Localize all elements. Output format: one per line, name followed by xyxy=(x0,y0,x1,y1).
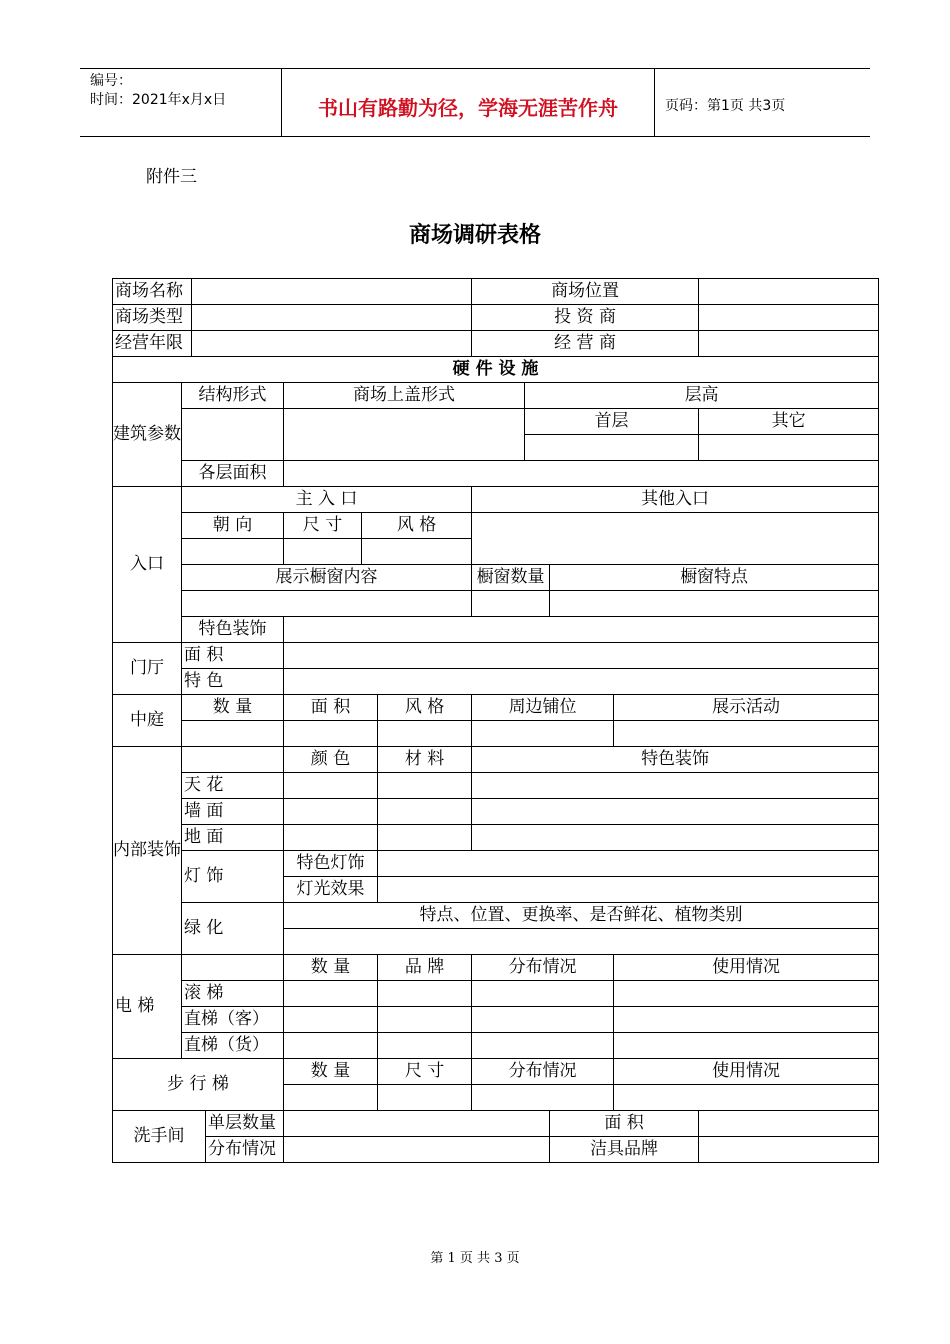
investor-field[interactable] xyxy=(699,305,879,331)
floor-decor-field[interactable] xyxy=(472,825,879,851)
stairs-quantity-field[interactable] xyxy=(284,1085,378,1111)
feature-lights-field[interactable] xyxy=(378,851,879,877)
date-line: 时间：2021年x月x日 xyxy=(90,92,227,108)
table-row xyxy=(113,955,879,981)
table-row xyxy=(113,461,879,487)
first-floor-height-field[interactable] xyxy=(525,435,699,461)
fixture-brand-field[interactable] xyxy=(699,1137,879,1163)
label-window-count: 橱窗数量 xyxy=(472,565,550,591)
table-row xyxy=(113,981,879,1007)
header-divider xyxy=(654,68,655,136)
passenger-brand-field[interactable] xyxy=(378,1007,472,1033)
table-row xyxy=(113,799,879,825)
label-feature-lights: 特色灯饰 xyxy=(284,851,378,877)
header-bottom-rule xyxy=(80,136,870,137)
number-label: 编号： xyxy=(90,73,132,89)
passenger-distribution-field[interactable] xyxy=(472,1007,614,1033)
label-atrium-style: 风 格 xyxy=(378,695,472,721)
label-roof-form: 商场上盖形式 xyxy=(284,383,525,409)
label-floor-area: 各层面积 xyxy=(182,461,284,487)
label-feature-decor: 特色装饰 xyxy=(472,747,879,773)
label-lighting: 灯 饰 xyxy=(182,851,284,903)
label-mall-type: 商场类型 xyxy=(113,305,192,331)
section-building-params: 建筑参数 xyxy=(113,383,182,487)
table-row xyxy=(113,851,879,877)
table-row xyxy=(113,1007,879,1033)
label-structure: 结构形式 xyxy=(182,383,284,409)
section-restroom: 洗手间 xyxy=(113,1111,206,1163)
label-operator: 经 营 商 xyxy=(472,331,699,357)
page-title: 商场调研表格 xyxy=(408,223,541,248)
freight-usage-field[interactable] xyxy=(614,1033,879,1059)
mall-name-field[interactable] xyxy=(192,279,472,305)
label-lobby-feature: 特 色 xyxy=(182,669,284,695)
escalator-distribution-field[interactable] xyxy=(472,981,614,1007)
ceiling-material-field[interactable] xyxy=(378,773,472,799)
label-freight-elevator: 直梯（货） xyxy=(182,1033,284,1059)
table-row xyxy=(113,617,879,643)
label-fixture-brand: 洁具品牌 xyxy=(550,1137,699,1163)
count-per-floor-field[interactable] xyxy=(284,1111,550,1137)
table-row xyxy=(113,331,879,357)
label-mall-name: 商场名称 xyxy=(113,279,192,305)
greenery-field[interactable] xyxy=(284,929,879,955)
label-floor-height: 层高 xyxy=(525,383,879,409)
attachment-label: 附件三 xyxy=(146,167,197,187)
wall-color-field[interactable] xyxy=(284,799,378,825)
label-passenger-elevator: 直梯（客） xyxy=(182,1007,284,1033)
table-row xyxy=(113,409,879,435)
section-stairs: 步 行 梯 xyxy=(113,1059,284,1111)
blank-cell xyxy=(182,955,284,981)
mall-type-field[interactable] xyxy=(192,305,472,331)
label-escalator: 滚 梯 xyxy=(182,981,284,1007)
label-entrance-decor: 特色装饰 xyxy=(182,617,284,643)
greenery-note: 特点、位置、更换率、是否鲜花、植物类别 xyxy=(284,903,879,929)
table-row xyxy=(113,695,879,721)
label-elevator-quantity: 数 量 xyxy=(284,955,378,981)
window-content-field[interactable] xyxy=(182,591,472,617)
label-stairs-size: 尺 寸 xyxy=(378,1059,472,1085)
other-entrance-field[interactable] xyxy=(472,513,879,565)
freight-brand-field[interactable] xyxy=(378,1033,472,1059)
table-row xyxy=(113,383,879,409)
page-footer: 第 1 页 共 3 页 xyxy=(430,1251,520,1266)
orientation-field[interactable] xyxy=(182,539,284,565)
label-operating-term: 经营年限 xyxy=(113,331,192,357)
label-count-per-floor: 单层数量 xyxy=(206,1111,284,1137)
section-interior-decor: 内部装饰 xyxy=(113,747,182,955)
mall-location-field[interactable] xyxy=(699,279,879,305)
window-features-field[interactable] xyxy=(550,591,879,617)
label-color: 颜 色 xyxy=(284,747,378,773)
stairs-distribution-field[interactable] xyxy=(472,1085,614,1111)
ceiling-decor-field[interactable] xyxy=(472,773,879,799)
label-restroom-distribution: 分布情况 xyxy=(206,1137,284,1163)
table-row xyxy=(113,825,879,851)
section-lobby: 门厅 xyxy=(113,643,182,695)
label-lobby-area: 面 积 xyxy=(182,643,284,669)
operator-field[interactable] xyxy=(699,331,879,357)
label-stairs-distribution: 分布情况 xyxy=(472,1059,614,1085)
table-row xyxy=(113,1111,879,1137)
table-row xyxy=(113,565,879,591)
header-motto: 书山有路勤为径，学海无涯苦作舟 xyxy=(318,96,618,120)
label-wall: 墙 面 xyxy=(182,799,284,825)
table-row xyxy=(113,279,879,305)
label-greenery: 绿 化 xyxy=(182,903,284,955)
table-row xyxy=(113,643,879,669)
ceiling-color-field[interactable] xyxy=(284,773,378,799)
table-row xyxy=(113,903,879,929)
light-effect-field[interactable] xyxy=(378,877,879,903)
surrounding-shops-field[interactable] xyxy=(472,721,614,747)
passenger-usage-field[interactable] xyxy=(614,1007,879,1033)
label-elevator-distribution: 分布情况 xyxy=(472,955,614,981)
freight-distribution-field[interactable] xyxy=(472,1033,614,1059)
label-first-floor: 首层 xyxy=(525,409,699,435)
table-row xyxy=(113,513,879,539)
table-row xyxy=(113,1137,879,1163)
stairs-usage-field[interactable] xyxy=(614,1085,879,1111)
label-atrium-quantity: 数 量 xyxy=(182,695,284,721)
restroom-distribution-field[interactable] xyxy=(284,1137,550,1163)
label-elevator-usage: 使用情况 xyxy=(614,955,879,981)
lobby-feature-field[interactable] xyxy=(284,669,879,695)
label-other-entrance: 其他入口 xyxy=(472,487,879,513)
escalator-brand-field[interactable] xyxy=(378,981,472,1007)
label-surrounding-shops: 周边铺位 xyxy=(472,695,614,721)
label-window-content: 展示橱窗内容 xyxy=(182,565,472,591)
label-stairs-quantity: 数 量 xyxy=(284,1059,378,1085)
atrium-quantity-field[interactable] xyxy=(182,721,284,747)
label-style: 风 格 xyxy=(362,513,472,539)
label-material: 材 料 xyxy=(378,747,472,773)
table-row xyxy=(113,487,879,513)
floor-area-field[interactable] xyxy=(284,461,879,487)
label-floor: 地 面 xyxy=(182,825,284,851)
other-floors-height-field[interactable] xyxy=(699,435,879,461)
passenger-quantity-field[interactable] xyxy=(284,1007,378,1033)
lobby-area-field[interactable] xyxy=(284,643,879,669)
blank-cell xyxy=(182,747,284,773)
label-elevator-brand: 品 牌 xyxy=(378,955,472,981)
section-atrium: 中庭 xyxy=(113,695,182,747)
table-row xyxy=(113,1059,879,1085)
floor-color-field[interactable] xyxy=(284,825,378,851)
escalator-quantity-field[interactable] xyxy=(284,981,378,1007)
label-size: 尺 寸 xyxy=(284,513,362,539)
display-events-field[interactable] xyxy=(614,721,879,747)
hardware-section-header: 硬 件 设 施 xyxy=(113,357,879,383)
table-row xyxy=(113,773,879,799)
table-row xyxy=(113,747,879,773)
structure-field[interactable] xyxy=(182,409,284,461)
header-meta xyxy=(90,72,226,110)
escalator-usage-field[interactable] xyxy=(614,981,879,1007)
label-display-events: 展示活动 xyxy=(614,695,879,721)
label-main-entrance: 主 入 口 xyxy=(182,487,472,513)
window-count-field[interactable] xyxy=(472,591,550,617)
restroom-area-field[interactable] xyxy=(699,1111,879,1137)
label-ceiling: 天 花 xyxy=(182,773,284,799)
label-investor: 投 资 商 xyxy=(472,305,699,331)
size-field[interactable] xyxy=(284,539,362,565)
entrance-decor-field[interactable] xyxy=(284,617,879,643)
table-row xyxy=(113,721,879,747)
atrium-style-field[interactable] xyxy=(378,721,472,747)
atrium-area-field[interactable] xyxy=(284,721,378,747)
roof-form-field[interactable] xyxy=(284,409,525,461)
table-row xyxy=(113,305,879,331)
style-field[interactable] xyxy=(362,539,472,565)
section-entrance: 入口 xyxy=(113,487,182,643)
label-light-effect: 灯光效果 xyxy=(284,877,378,903)
wall-material-field[interactable] xyxy=(378,799,472,825)
header-top-rule xyxy=(80,68,870,69)
stairs-size-field[interactable] xyxy=(378,1085,472,1111)
label-orientation: 朝 向 xyxy=(182,513,284,539)
label-atrium-area: 面 积 xyxy=(284,695,378,721)
section-elevator: 电 梯 xyxy=(113,955,182,1059)
wall-decor-field[interactable] xyxy=(472,799,879,825)
label-other-floors: 其它 xyxy=(699,409,879,435)
freight-quantity-field[interactable] xyxy=(284,1033,378,1059)
table-row xyxy=(113,669,879,695)
floor-material-field[interactable] xyxy=(378,825,472,851)
label-restroom-area: 面 积 xyxy=(550,1111,699,1137)
operating-term-field[interactable] xyxy=(192,331,472,357)
table-row xyxy=(113,591,879,617)
header-page-info: 页码：第1页 共3页 xyxy=(665,98,786,114)
table-row xyxy=(113,1033,879,1059)
label-mall-location: 商场位置 xyxy=(472,279,699,305)
label-stairs-usage: 使用情况 xyxy=(614,1059,879,1085)
table-row xyxy=(113,357,879,383)
label-window-features: 橱窗特点 xyxy=(550,565,879,591)
survey-form-table xyxy=(112,278,879,1163)
